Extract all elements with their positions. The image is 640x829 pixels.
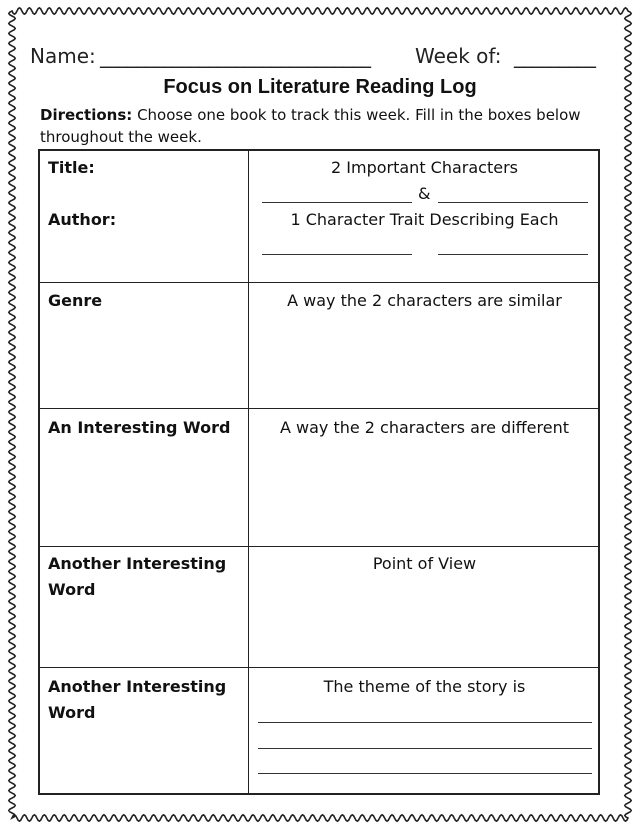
name-label: Name: [30, 44, 96, 68]
theme-label: The theme of the story is [323, 677, 526, 696]
point-of-view-label: Point of View [372, 554, 477, 573]
week-of-label: Week of: [415, 44, 502, 68]
similar-label: A way the 2 characters are similar [287, 291, 562, 310]
different-label: A way the 2 characters are different [279, 418, 570, 437]
page-title: Focus on Literature Reading Log [163, 76, 477, 98]
trait-2-blank[interactable] [438, 254, 588, 255]
theme-blank-line[interactable] [258, 773, 592, 774]
genre-label: Genre [48, 291, 103, 310]
interesting-word-label: An Interesting Word [48, 418, 231, 437]
another-interesting-word-label: Another Interesting Word [48, 677, 227, 722]
trait-1-blank[interactable] [262, 254, 412, 255]
character-1-blank[interactable] [262, 202, 412, 203]
reading-log-table [38, 149, 600, 795]
character-2-blank[interactable] [438, 202, 588, 203]
directions-label: Directions: [40, 106, 133, 124]
row-divider [40, 667, 598, 668]
theme-blank-line[interactable] [258, 748, 592, 749]
title-label: Title: [48, 158, 95, 177]
theme-blank-line[interactable] [258, 722, 592, 723]
author-label: Author: [48, 210, 117, 229]
week-of-blank[interactable]: _________ [514, 44, 595, 68]
row-divider [40, 408, 598, 409]
important-characters-label: 2 Important Characters [331, 158, 518, 177]
another-interesting-word-label: Another Interesting Word [48, 554, 227, 599]
name-week-row [30, 44, 610, 74]
directions-text: Choose one book to track this week. Fill in the boxes below throughout the week. [40, 106, 581, 146]
row-divider [40, 282, 598, 283]
directions [40, 104, 600, 148]
name-blank[interactable]: ______________________________ [100, 44, 370, 68]
character-trait-label: 1 Character Trait Describing Each [290, 210, 559, 229]
ampersand: & [418, 184, 431, 203]
row-divider [40, 546, 598, 547]
